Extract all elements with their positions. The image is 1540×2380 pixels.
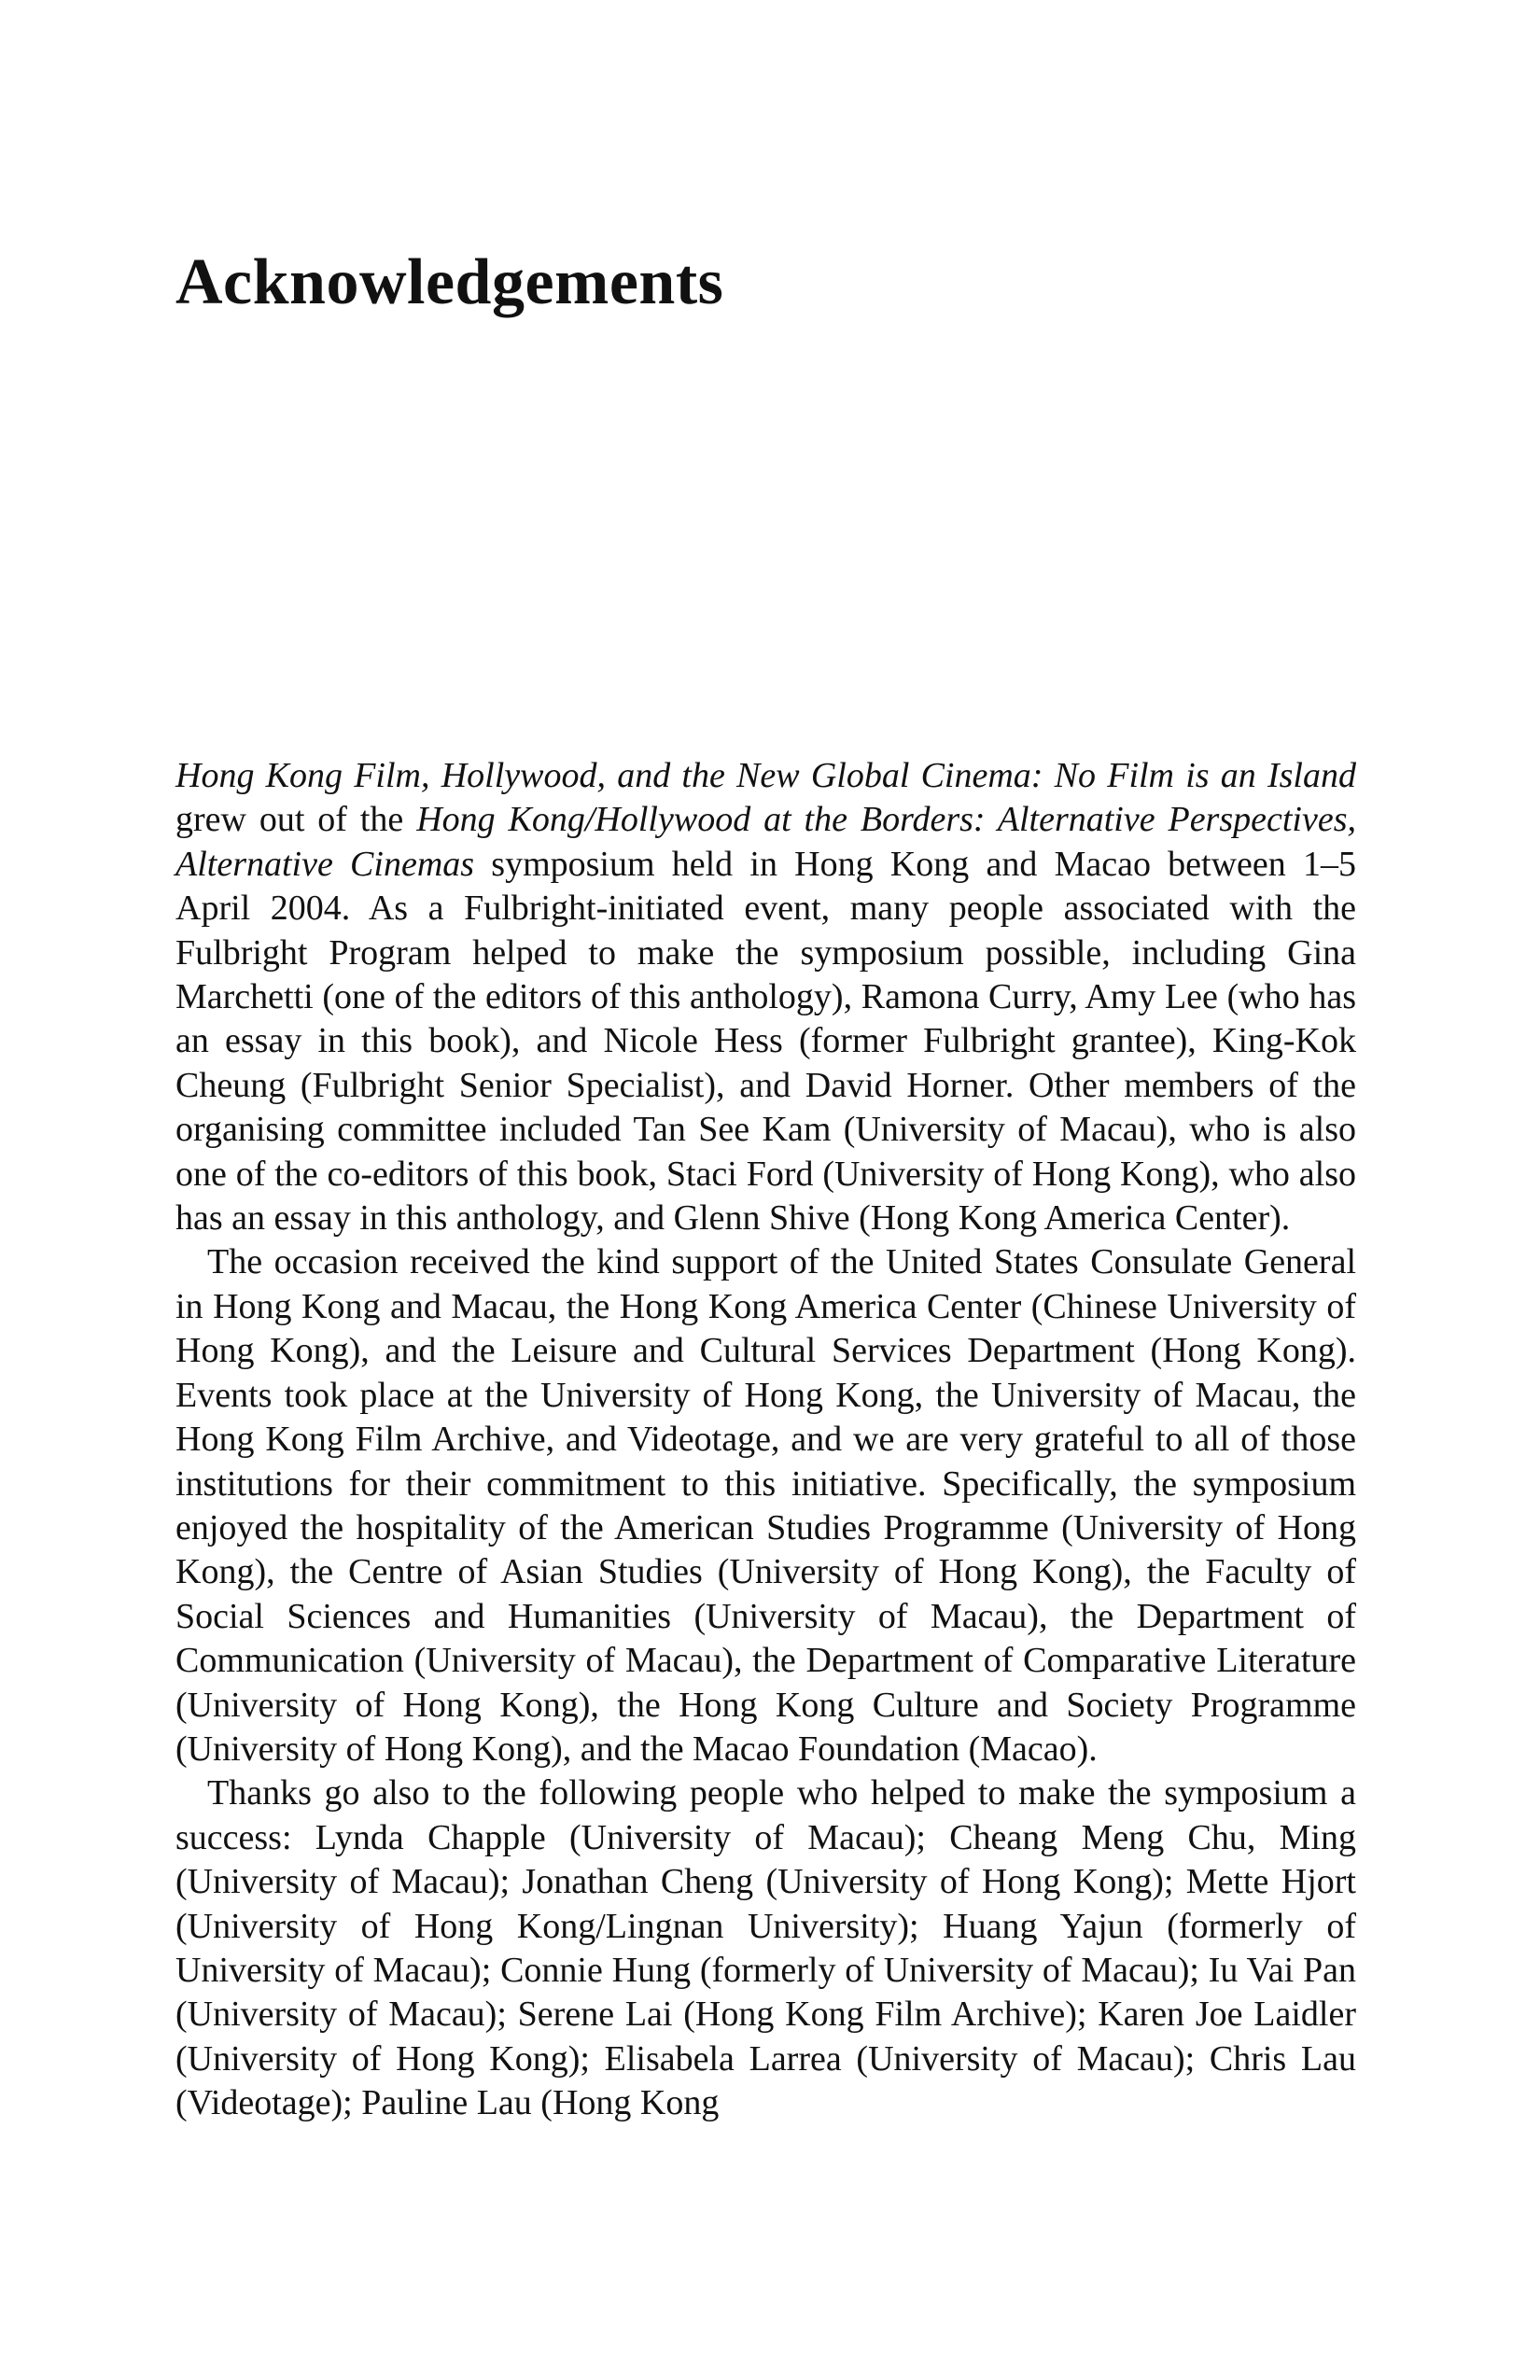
paragraph [175,1240,1356,1771]
body-text [175,754,1356,2126]
text-run: The occasion received the kind support of the United States Consulate General in Hong Kong and Macau, the Hong Kong America Center (Chinese University of Hong Kong), and the Leisure and Cultural Services Department (Hong Kong). Events took place at the University of Hong Kong, the University of Macau, the Hong Kong Film Archive, and Videotage, and we are very grateful to all of those institutions for their commitment to this initiative. Specifically, the symposium enjoyed the hospitality of the American Studies Programme (University of Hong Kong), the Centre of Asian Studies (University of Hong Kong), the Faculty of Social Sciences and Humanities (University of Macau), the Department of Communication (University of Macau), the Department of Comparative Literature (University of Hong Kong), the Hong Kong Culture and Society Programme (University of Hong Kong), and the Macao Foundation (Macao). [175,1242,1356,1769]
page-title: Acknowledgements [175,246,724,318]
paragraph [175,754,1356,1240]
text-run: symposium held in Hong Kong and Macao between 1–5 April 2004. As a Fulbright-initiated event, many people associated with the Fulbright Program helped to make the symposium possible, including Gina Marchetti (one of the editors of this anthology), Ramona Curry, Amy Lee (who has an essay in this book), and Nicole Hess (former Fulbright grantee), King-Kok Cheung (Fulbright Senior Specialist), and David Horner. Other members of the organising committee included Tan See Kam (University of Macau), who is also one of the co-editors of this book, Staci Ford (University of Hong Kong), who also has an essay in this anthology, and Glenn Shive (Hong Kong America Center). [175,844,1356,1239]
book-title: Hong Kong Film, Hollywood, and the New Global Cinema: No Film is an Island [175,756,1356,795]
symposium-title: Hong Kong/Hollywood at the Borders: Alternative Perspectives, Alternative Cinemas [175,800,1356,884]
text-run: grew out of the [175,800,417,840]
paragraph [175,1771,1356,2125]
text-run: Thanks go also to the following people who helped to make the symposium a success: Lynda Chapple (University of Macau); Cheang Meng Chu, Ming (University of Macau); Jonathan Cheng (University of Hong Kong); Mette Hjort (University of Hong Kong/Lingnan University); Huang Yajun (formerly of University of Macau); Connie Hung (formerly of University of Macau); Iu Vai Pan (University of Macau); Serene Lai (Hong Kong Film Archive); Karen Joe Laidler (University of Hong Kong); Elisabela Larrea (University of Macau); Chris Lau (Videotage); Pauline Lau (Hong Kong [175,1773,1356,2123]
